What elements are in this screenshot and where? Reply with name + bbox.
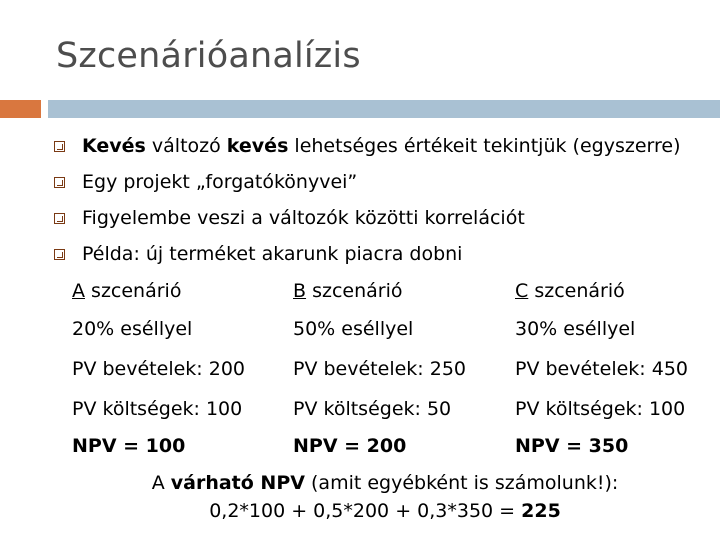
footer-text: 0,2*100 + 0,5*200 + 0,3*350 = bbox=[209, 500, 522, 522]
bullet-text: Figyelembe veszi a változók közötti korrelációt bbox=[82, 207, 525, 229]
footer-result: 225 bbox=[521, 500, 561, 522]
scenario-header-b bbox=[293, 280, 403, 302]
accent-bar-orange bbox=[0, 100, 41, 118]
bullet-text: változó bbox=[145, 135, 227, 157]
footer-text: A bbox=[151, 472, 171, 494]
bullet-list bbox=[50, 128, 680, 272]
scenario-npv: NPV = 100 bbox=[72, 435, 186, 457]
bullet-text: kevés bbox=[226, 135, 289, 157]
scenario-probability: 30% eséllyel bbox=[515, 318, 636, 340]
square-bullet-icon bbox=[54, 177, 65, 188]
scenario-cost: PV költségek: 50 bbox=[293, 398, 452, 420]
bullet-text: Kevés bbox=[82, 135, 146, 157]
scenario-probability: 50% eséllyel bbox=[293, 318, 414, 340]
scenario-letter: A bbox=[72, 280, 85, 302]
expected-npv-calculation bbox=[0, 500, 720, 522]
scenario-cost: PV költségek: 100 bbox=[72, 398, 243, 420]
bullet-item bbox=[50, 128, 680, 164]
bullet-text: lehetséges értékeit tekintjük (egyszerre) bbox=[288, 135, 681, 157]
scenario-label: szcenárió bbox=[85, 280, 182, 302]
accent-bar-blue bbox=[48, 100, 720, 118]
scenario-header-a bbox=[72, 280, 181, 302]
scenario-label: szcenárió bbox=[306, 280, 403, 302]
scenario-revenue: PV bevételek: 200 bbox=[72, 358, 245, 380]
square-bullet-icon bbox=[54, 141, 65, 152]
expected-npv-line bbox=[0, 472, 720, 494]
scenario-label: szcenárió bbox=[528, 280, 625, 302]
scenario-cost: PV költségek: 100 bbox=[515, 398, 686, 420]
bullet-text: Példa: új terméket akarunk piacra dobni bbox=[82, 243, 463, 265]
slide-title: Szcenárióanalízis bbox=[56, 36, 361, 76]
scenario-probability: 20% eséllyel bbox=[72, 318, 193, 340]
scenario-header-c bbox=[515, 280, 625, 302]
square-bullet-icon bbox=[54, 249, 65, 260]
bullet-text: Egy projekt „forgatókönyvei” bbox=[82, 171, 358, 193]
scenario-letter: C bbox=[515, 280, 529, 302]
square-bullet-icon bbox=[54, 213, 65, 224]
footer-text: (amit egyébként is számolunk!): bbox=[304, 472, 619, 494]
bullet-item bbox=[50, 200, 680, 236]
scenario-npv: NPV = 350 bbox=[515, 435, 629, 457]
scenario-npv: NPV = 200 bbox=[293, 435, 407, 457]
footer-text-bold: várható NPV bbox=[170, 472, 305, 494]
bullet-item bbox=[50, 236, 680, 272]
scenario-revenue: PV bevételek: 250 bbox=[293, 358, 466, 380]
scenario-revenue: PV bevételek: 450 bbox=[515, 358, 688, 380]
scenario-letter: B bbox=[293, 280, 307, 302]
bullet-item bbox=[50, 164, 680, 200]
